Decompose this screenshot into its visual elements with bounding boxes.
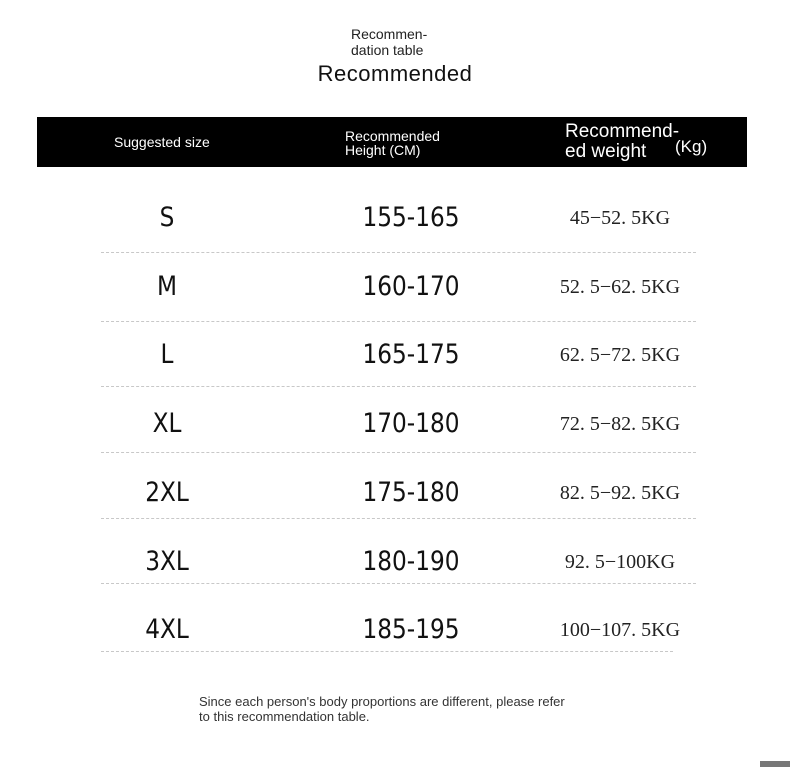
weight-cell: 100−107. 5KG bbox=[559, 619, 681, 641]
size-cell: S bbox=[159, 202, 175, 233]
column-header-weight-unit: (Kg) bbox=[675, 137, 708, 156]
row-divider bbox=[101, 651, 673, 652]
column-header-size: Suggested size bbox=[114, 134, 210, 150]
weight-cell: 52. 5−62. 5KG bbox=[559, 276, 681, 298]
weight-cell: 82. 5−92. 5KG bbox=[559, 482, 681, 504]
table-row bbox=[0, 478, 790, 508]
column-header-weight-line-2: ed weight bbox=[565, 141, 647, 162]
height-cell: 185-195 bbox=[362, 614, 460, 645]
size-cell: M bbox=[156, 271, 178, 302]
table-row bbox=[0, 203, 790, 233]
row-divider bbox=[101, 518, 696, 519]
size-cell: XL bbox=[152, 408, 182, 439]
size-cell: 3XL bbox=[145, 546, 189, 577]
footer-note bbox=[199, 694, 619, 724]
height-cell: 170-180 bbox=[362, 408, 460, 439]
size-cell: 2XL bbox=[145, 477, 189, 508]
small-title-line-2: dation table bbox=[351, 42, 424, 58]
column-header-weight-line-1: Recommend- bbox=[565, 121, 680, 142]
height-cell: 180-190 bbox=[362, 546, 460, 577]
weight-cell: 92. 5−100KG bbox=[564, 551, 676, 573]
column-header-height-line-1: Recommended bbox=[345, 128, 440, 144]
size-cell: 4XL bbox=[145, 614, 189, 645]
column-header-height bbox=[345, 129, 440, 157]
height-cell: 160-170 bbox=[362, 271, 460, 302]
height-cell: 155-165 bbox=[362, 202, 460, 233]
table-row bbox=[0, 615, 790, 645]
row-divider bbox=[101, 452, 696, 453]
row-divider bbox=[101, 321, 696, 322]
height-cell: 175-180 bbox=[362, 477, 460, 508]
weight-cell: 45−52. 5KG bbox=[569, 207, 671, 229]
row-divider bbox=[101, 252, 696, 253]
small-title bbox=[351, 26, 427, 58]
corner-scroll-mark bbox=[760, 761, 790, 767]
height-cell: 165-175 bbox=[362, 339, 460, 370]
row-divider bbox=[101, 386, 696, 387]
column-header-height-line-2: Height (CM) bbox=[345, 142, 421, 158]
table-row bbox=[0, 272, 790, 302]
row-divider bbox=[101, 583, 696, 584]
table-row bbox=[0, 409, 790, 439]
column-header-weight bbox=[565, 121, 708, 162]
footer-note-line-2: to this recommendation table. bbox=[199, 709, 370, 724]
weight-cell: 72. 5−82. 5KG bbox=[559, 413, 681, 435]
table-row bbox=[0, 547, 790, 577]
table-row bbox=[0, 340, 790, 370]
small-title-line-1: Recommen- bbox=[351, 26, 428, 42]
size-cell: L bbox=[160, 339, 174, 370]
weight-cell: 62. 5−72. 5KG bbox=[559, 344, 681, 366]
footer-note-line-1: Since each person's body proportions are different, please refer bbox=[199, 694, 565, 709]
page-title: Recommended bbox=[317, 61, 473, 86]
